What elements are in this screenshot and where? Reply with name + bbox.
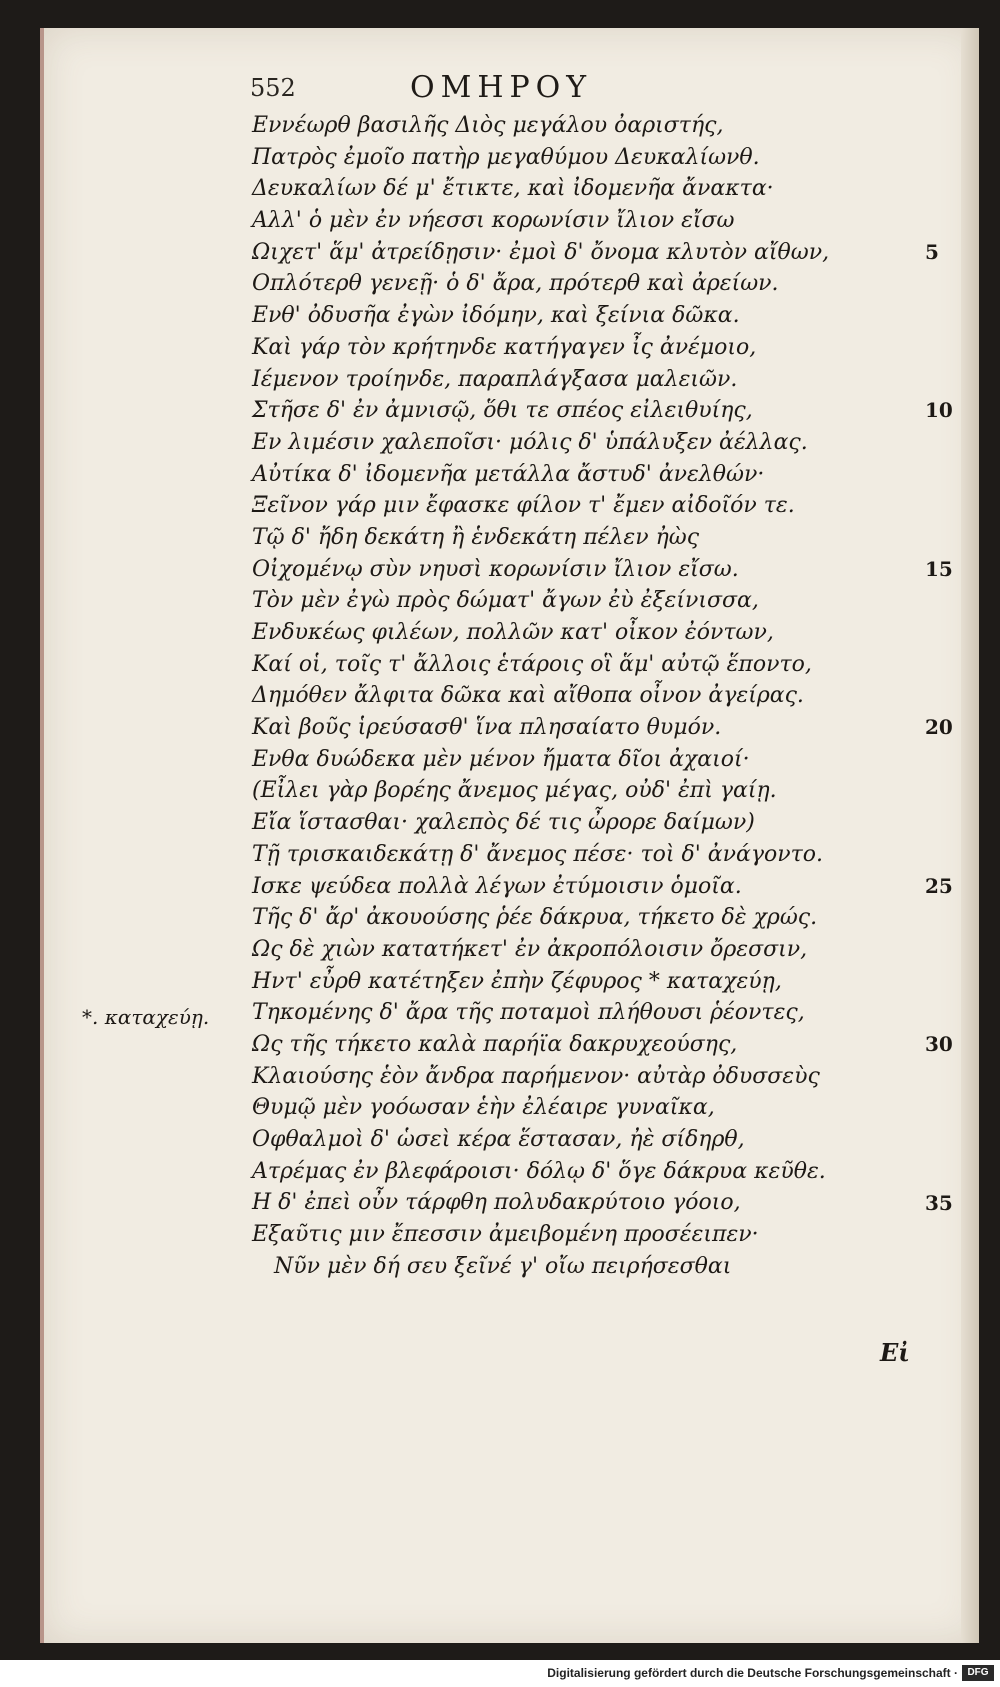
line-number: 10 (925, 398, 953, 423)
verse-line: Στῆσε δ' ἐν ἀμνισῷ, ὅθι τε σπέος εἰλειθυίης, (252, 398, 753, 424)
verse-line: Εννέωρθ βασιλῆς Διὸς μεγάλου ὀαριστής, (252, 113, 724, 138)
verse-line: Ως δὲ χιὼν κατατήκετ' ἐν ἀκροπόλοισιν ὄρεσσιν, (252, 936, 808, 962)
footer (0, 1660, 1000, 1687)
catchword: Εἰ (880, 1338, 910, 1367)
verse-line: Ωιχετ' ἅμ' ἀτρείδῃσιν· ἐμοὶ δ' ὄνομα κλυτὸν αἴθων, (252, 239, 830, 265)
verse-line: Αὐτίκα δ' ἰδομενῆα μετάλλα ἄστυδ' ἀνελθών· (252, 461, 765, 487)
verse-line: Αλλ' ὁ μὲν ἐν νήεσσι κορωνίσιν ἴλιον εἴσω (252, 208, 735, 234)
verse-line: Ενθ' ὀδυσῆα ἐγὼν ἰδόμην, καὶ ξείνια δῶκα. (252, 303, 740, 329)
verse-line: Τῆς δ' ἄρ' ἀκουούσης ῥέε δάκρυα, τήκετο δὲ χρώς. (252, 905, 818, 931)
verse-line: Ενθα δυώδεκα μὲν μένον ἤματα δῖοι ἀχαιοί· (252, 746, 750, 772)
page-header (210, 70, 770, 114)
page-number: 552 (250, 74, 296, 102)
verse-line: Καὶ γάρ τὸν κρήτηνδε κατήγαγεν ἶς ἀνέμοιο, (252, 334, 757, 360)
verse-line: Δημόθεν ἄλφιτα δῶκα καὶ αἴθοπα οἶνον ἀγείρας. (252, 683, 804, 709)
verse-line: Θυμῷ μὲν γοόωσαν ἑὴν ἐλέαιρε γυναῖκα, (252, 1095, 715, 1121)
verse-line: Καί οἱ, τοῖς τ' ἄλλοις ἑτάροις οἳ ἅμ' αὐτῷ ἕποντο, (252, 651, 812, 677)
page-edge (961, 28, 979, 1643)
verse-line: Ατρέμας ἐν βλεφάροισι· δόλῳ δ' ὅγε δάκρυα κεῦθε. (252, 1158, 826, 1184)
verse-line: Ισκε ψεύδεα πολλὰ λέγων ἐτύμοισιν ὁμοῖα. (252, 873, 742, 899)
verse-line: Ηντ' εὖρθ κατέτηξεν ἐπὴν ζέφυρος * καταχεύῃ, (252, 968, 782, 994)
verse-line: Τῷ δ' ἤδη δεκάτη ἢ ἑνδεκάτη πέλεν ἠὼς (252, 524, 700, 550)
verse-line: Τὸν μὲν ἐγὼ πρὸς δώματ' ἄγων ἐὺ ἐξείνισσα, (252, 588, 759, 614)
line-number: 35 (925, 1190, 953, 1215)
line-number: 20 (925, 715, 953, 740)
verse-line: Οφθαλμοὶ δ' ὡσεὶ κέρα ἕστασαν, ἠὲ σίδηρθ, (252, 1127, 745, 1152)
verse-line: Οπλότερθ γενεῇ· ὁ δ' ἄρα, πρότερθ καὶ ἀρείων. (252, 271, 779, 297)
line-number: 5 (925, 239, 939, 264)
line-number: 15 (925, 556, 953, 581)
verse-line: Ιέμενον τροίηνδε, παραπλάγξασα μαλειῶν. (252, 366, 738, 392)
verse-line: (Εἶλει γὰρ βορέης ἄνεμος μέγας, οὐδ' ἐπὶ γαίῃ. (252, 778, 777, 804)
verse-line: Δευκαλίων δέ μ' ἔτικτε, καὶ ἰδομενῆα ἄνακτα· (252, 176, 774, 202)
verse-line: Τῇ τρισκαιδεκάτῃ δ' ἄνεμος πέσε· τοὶ δ' ἀνάγοντο. (252, 841, 824, 867)
dfg-logo-icon: DFG (962, 1665, 994, 1681)
verse-line: Ως τῆς τήκετο καλὰ παρήϊα δακρυχεούσης, (252, 1031, 738, 1057)
verse-lines (252, 110, 892, 1282)
verse-line: Κλαιούσης ἑὸν ἄνδρα παρήμενον· αὐτὰρ ὀδυσσεὺς (252, 1063, 820, 1089)
verse-line: Η δ' ἐπεὶ οὖν τάρφθη πολυδακρύτοιο γόοιο, (252, 1190, 741, 1216)
margin-note: *. καταχεύῃ. (82, 1005, 210, 1029)
verse-line: Τηκομένης δ' ἄρα τῆς ποταμοὶ πλήθουσι ῥέοντες, (252, 1000, 805, 1026)
footer-credit: Digitalisierung gefördert durch die Deutsche Forschungsgemeinschaft · (547, 1666, 958, 1680)
verse-line: Εἴα ἵστασθαι· χαλεπὸς δέ τις ὦρορε δαίμων) (252, 810, 755, 836)
running-title: ΟΜΗΡΟΥ (410, 70, 593, 105)
verse-line: Ξεῖνον γάρ μιν ἔφασκε φίλον τ' ἔμεν αἰδοῖόν τε. (252, 493, 795, 519)
verse-line: Ενδυκέως φιλέων, πολλῶν κατ' οἶκον ἐόντων, (252, 620, 774, 645)
verse-line: Εξαῦτις μιν ἔπεσσιν ἀμειβομένη προσέειπεν· (252, 1222, 759, 1248)
verse-line: Εν λιμέσιν χαλεποῖσι· μόλις δ' ὑπάλυξεν ἀέλλας. (252, 429, 808, 455)
line-number: 30 (925, 1032, 953, 1057)
line-number: 25 (925, 873, 953, 898)
verse-line: Πατρὸς ἐμοῖο πατὴρ μεγαθύμου Δευκαλίωνθ. (252, 144, 760, 170)
verse-line: Οἰχομένῳ σὺν νηυσὶ κορωνίσιν ἴλιον εἴσω. (252, 556, 739, 582)
verse-line: Νῦν μὲν δή σευ ξεῖνέ γ' οἴω πειρήσεσθαι (274, 1253, 732, 1279)
verse-line: Καὶ βοῦς ἱρεύσασθ' ἵνα πλησαίατο θυμόν. (252, 715, 722, 741)
